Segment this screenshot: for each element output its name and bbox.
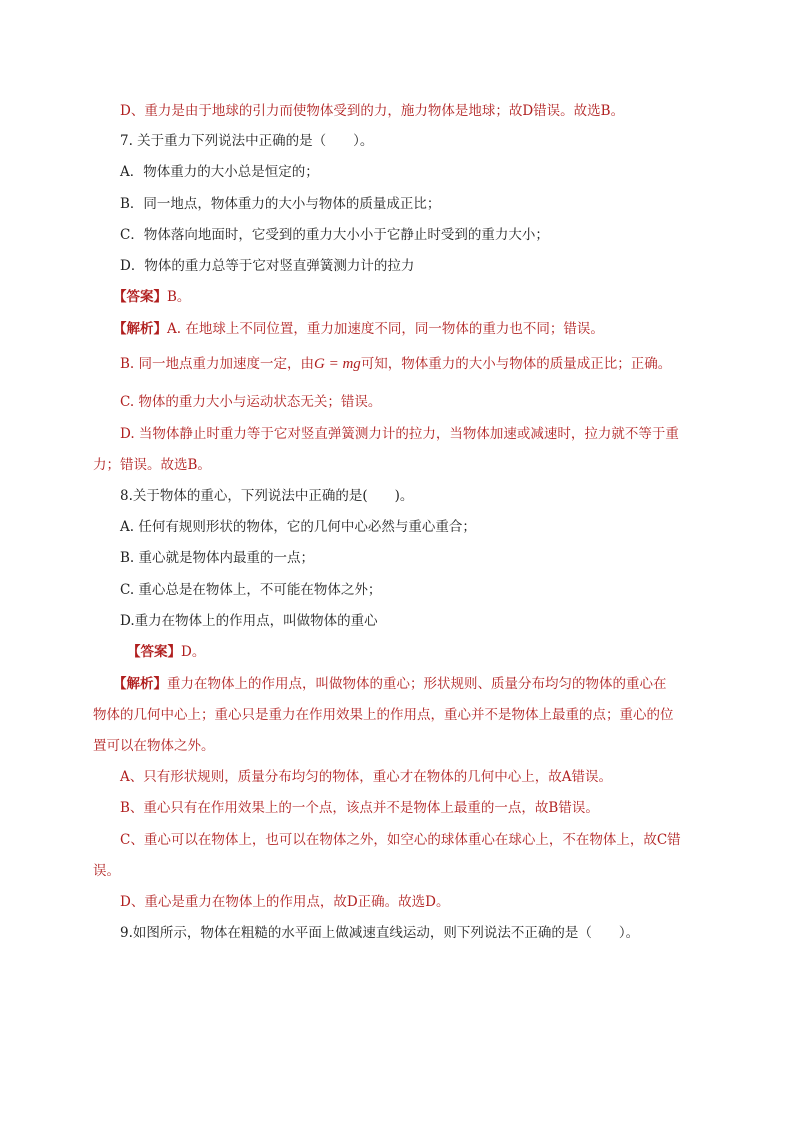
q7-answer-value: B。 (167, 289, 191, 305)
q7-formula: G = mg (314, 356, 361, 372)
q8-analysis-2: 物体的几何中心上；重心只是重力在作用效果上的作用点，重心并不是物体上最重的点；重心的位 (93, 707, 674, 723)
q8-analysis-c-1: C、重心可以在物体上，也可以在物体之外，如空心的球体重心在球心上，不在物体上，故C错 (120, 832, 681, 848)
q8-analysis-1-text: 重力在物体上的作用点，叫做物体的重心；形状规则、质量分布均匀的物体的重心在 (167, 676, 667, 692)
q7-answer-tag: 【答案】 (113, 289, 167, 305)
q8-analysis-1 (113, 674, 667, 694)
q7-answer (113, 287, 190, 307)
prev-analysis-d: D、重力是由于地球的引力而使物体受到的力，施力物体是地球；故D错误。故选B。 (120, 103, 625, 119)
q8-answer-tag: 【答案】 (127, 644, 181, 660)
q8-option-a: A. 任何有规则形状的物体，它的几何中心必然与重心重合； (120, 519, 476, 535)
q7-analysis-a (113, 319, 604, 339)
q8-analysis-a: A、只有形状规则，质量分布均匀的物体，重心才在物体的几何中心上，故A错误。 (120, 769, 612, 785)
q8-option-b: B. 重心就是物体内最重的一点； (120, 550, 315, 566)
q7-analysis-b (120, 354, 671, 374)
q7-analysis-c: C. 物体的重力大小与运动状态无关；错误。 (120, 394, 382, 410)
q7-option-d: D．物体的重力总等于它对竖直弹簧测力计的拉力 (120, 258, 415, 274)
q7-option-a: A．物体重力的大小总是恒定的； (120, 164, 319, 180)
q7-option-b: B．同一地点，物体重力的大小与物体的质量成正比； (120, 196, 441, 212)
q7-analysis-d-1: D. 当物体静止时重力等于它对竖直弹簧测力计的拉力，当物体加速或减速时，拉力就不等于重 (120, 426, 679, 442)
q8-option-d: D.重力在物体上的作用点，叫做物体的重心 (120, 613, 378, 629)
q7-analysis-d-2: 力；错误。故选B。 (93, 457, 211, 473)
q7-analysis-b-post: 可知，物体重力的大小与物体的质量成正比；正确。 (360, 356, 672, 372)
q8-answer-value: D。 (181, 644, 206, 660)
q7-option-c: C．物体落向地面时，它受到的重力大小小于它静止时受到的重力大小； (120, 227, 549, 243)
q8-analysis-b: B、重心只有在作用效果上的一个点，该点并不是物体上最重的一点，故B错误。 (120, 800, 599, 816)
q8-analysis-d: D、重心是重力在物体上的作用点，故D正确。故选D。 (120, 894, 450, 910)
q8-stem: 8.关于物体的重心，下列说法中正确的是( )。 (120, 488, 414, 504)
q8-answer (127, 642, 205, 662)
q9-stem: 9.如图所示，物体在粗糙的水平面上做减速直线运动，则下列说法不正确的是（ ）。 (120, 925, 640, 941)
q7-analysis-tag: 【解析】 (113, 321, 167, 337)
q8-analysis-3: 置可以在物体之外。 (93, 738, 215, 754)
q7-analysis-a-text: A. 在地球上不同位置，重力加速度不同，同一物体的重力也不同；错误。 (167, 321, 604, 337)
q8-option-c: C. 重心总是在物体上，不可能在物体之外； (120, 582, 382, 598)
q7-analysis-b-pre: B. 同一地点重力加速度一定，由 (120, 356, 315, 372)
q7-stem: 7. 关于重力下列说法中正确的是（ ）。 (120, 133, 374, 149)
q8-analysis-tag: 【解析】 (113, 676, 167, 692)
q8-analysis-c-2: 误。 (93, 863, 120, 879)
